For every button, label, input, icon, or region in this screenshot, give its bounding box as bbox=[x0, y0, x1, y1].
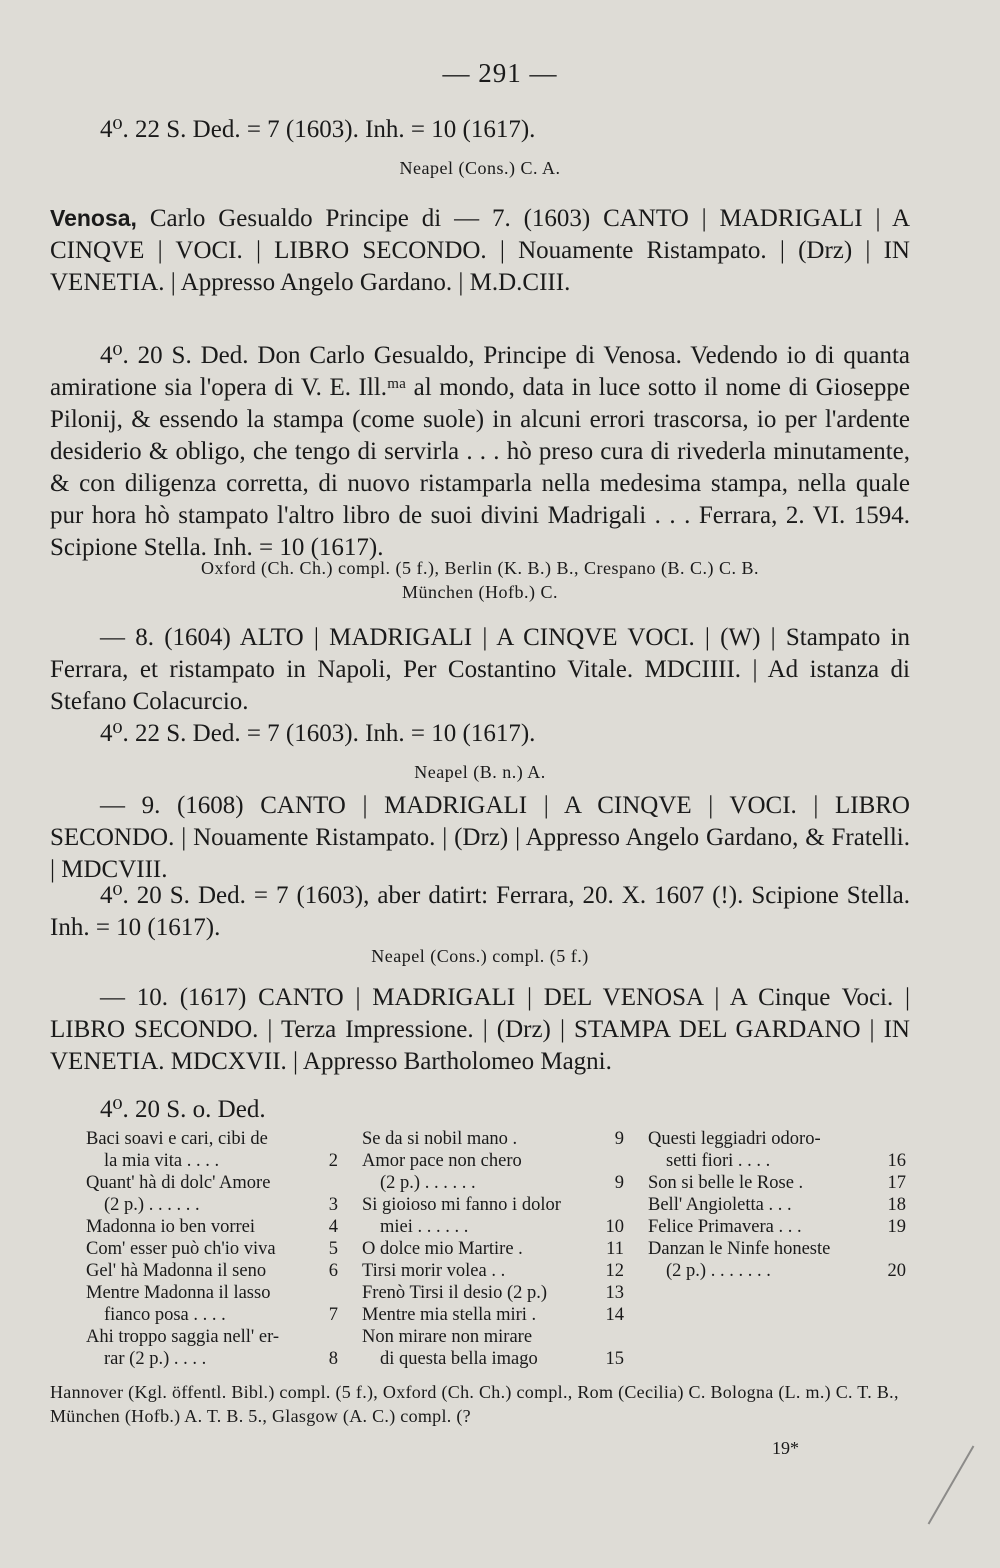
contents-entry-title: Amor pace non chero bbox=[362, 1151, 522, 1171]
contents-entry-number bbox=[334, 1282, 338, 1304]
entry-7-source-line-2: München (Hofb.) C. bbox=[402, 582, 558, 602]
contents-entry-title: Mentre mia stella miri . bbox=[362, 1305, 537, 1325]
contents-entry-title: fianco posa . . . . bbox=[104, 1305, 226, 1325]
contents-entry-title: Quant' hà di dolc' Amore bbox=[86, 1173, 271, 1193]
entry-7-dedication: 4⁰. 20 S. Ded. Don Carlo Gesualdo, Principe di Venosa. Vedendo io di quanta amiratione sia l'opera di V. E. Ill.ᵐᵃ al mondo, data in luce sotto il nome di Gioseppe Pilonij, & essendo la stampa (come suole) in alcuni errori trascorsa, io per l'ardente desiderio & obligo, che tengo di servirla . . . hò preso cura di rivederla minutamente, & con diligenza corretta, di nuovo ristamparla nella medesima stampa, nella quale pur hora hò stampato l'altro libro de suoi divini Madrigali . . . Ferrara, 2. VI. 1594. Scipione Stella. Inh. = 10 (1617). bbox=[50, 342, 910, 561]
contents-table bbox=[86, 1128, 906, 1370]
contents-entry-number bbox=[334, 1172, 338, 1194]
contents-entry-number: 8 bbox=[328, 1349, 338, 1369]
entry-10-format: 4⁰. 20 S. o. Ded. bbox=[100, 1096, 266, 1123]
entry-8-title: — 8. (1604) ALTO | MADRIGALI | A CINQVE VOCI. | (W) | Stampato in Ferrara, et ristampato in Napoli, Per Costantino Vitale. MDCIIII. | Ad istanza di Stefano Colacurcio. bbox=[50, 624, 910, 715]
contents-entry-title: O dolce mio Martire . bbox=[362, 1239, 523, 1259]
contents-entry-title: Felice Primavera . . . bbox=[648, 1217, 802, 1237]
contents-entry bbox=[86, 1282, 338, 1304]
contents-entry-title: Bell' Angioletta . . . bbox=[648, 1195, 792, 1215]
contents-entry bbox=[362, 1238, 624, 1260]
contents-entry bbox=[86, 1216, 338, 1238]
contents-entry-number: 18 bbox=[887, 1195, 906, 1215]
contents-entry-number: 13 bbox=[605, 1283, 624, 1303]
entry-8-source: Neapel (B. n.) A. bbox=[414, 762, 546, 782]
contents-entry-title: Madonna io ben vorrei bbox=[86, 1217, 256, 1237]
entry-7-text: Carlo Gesualdo Principe di — 7. (1603) CANTO | MADRIGALI | A CINQVE | VOCI. | LIBRO SECONDO. | Nouamente Ristampato. | (Drz) | IN VENETIA. | Appresso Angelo Gardano. | M.D.CIII. bbox=[50, 205, 911, 296]
contents-entry-title: Ahi troppo saggia nell' er- bbox=[86, 1327, 280, 1347]
contents-entry-title: Danzan le Ninfe honeste bbox=[648, 1239, 831, 1259]
pencil-mark bbox=[928, 1446, 975, 1525]
contents-entry bbox=[362, 1348, 624, 1370]
entry-9-title: — 9. (1608) CANTO | MADRIGALI | A CINQVE | VOCI. | LIBRO SECONDO. | Nouamente Ristampato. | (Drz) | Appresso Angelo Gardano, & Fratelli. | MDCVIII. bbox=[50, 792, 910, 883]
entry-10-source: Hannover (Kgl. öffentl. Bibl.) compl. (5 f.), Oxford (Ch. Ch.) compl., Rom (Cecilia) C. Bologna (L. m.) C. T. B., München (Hofb.) A. T. B. 5., Glasgow (A. C.) compl. (? bbox=[50, 1382, 899, 1426]
contents-entry-title: (2 p.) . . . . . . bbox=[104, 1195, 200, 1215]
contents-entry bbox=[86, 1348, 338, 1370]
contents-entry bbox=[86, 1128, 338, 1150]
entry-9-format: 4⁰. 20 S. Ded. = 7 (1603), aber datirt: Ferrara, 20. X. 1607 (!). Scipione Stella. Inh. = 10 (1617). bbox=[50, 882, 910, 941]
contents-entry-number: 20 bbox=[887, 1261, 906, 1281]
contents-entry-title: Tirsi morir volea . . bbox=[362, 1261, 506, 1281]
entry-10-title: — 10. (1617) CANTO | MADRIGALI | DEL VENOSA | A Cinque Voci. | LIBRO SECONDO. | Terza Impressione. | (Drz) | STAMPA DEL GARDANO | IN VENETIA. MDCXVII. | Appresso Bartholomeo Magni. bbox=[50, 984, 910, 1075]
contents-entry bbox=[648, 1260, 906, 1282]
contents-entry-title: Frenò Tirsi il desio (2 p.) bbox=[362, 1283, 548, 1303]
contents-entry-number: 10 bbox=[605, 1217, 624, 1237]
page-number: — 291 — bbox=[442, 58, 558, 88]
contents-entry-number: 9 bbox=[614, 1129, 624, 1149]
contents-entry bbox=[86, 1326, 338, 1348]
contents-entry-title: Questi leggiadri odoro- bbox=[648, 1129, 821, 1149]
contents-entry-title: rar (2 p.) . . . . bbox=[104, 1349, 207, 1369]
entry-8-format: 4⁰. 22 S. Ded. = 7 (1603). Inh. = 10 (1617). bbox=[100, 720, 536, 747]
contents-entry bbox=[362, 1260, 624, 1282]
contents-entry bbox=[362, 1128, 624, 1150]
contents-entry-title: (2 p.) . . . . . . bbox=[380, 1173, 476, 1193]
contents-entry-title: la mia vita . . . . bbox=[104, 1151, 220, 1171]
contents-column-2 bbox=[362, 1128, 624, 1370]
contents-entry-number: 15 bbox=[605, 1349, 624, 1369]
contents-entry bbox=[648, 1216, 906, 1238]
entry-9-source: Neapel (Cons.) compl. (5 f.) bbox=[371, 946, 589, 966]
contents-entry bbox=[362, 1194, 624, 1216]
contents-entry bbox=[648, 1238, 906, 1260]
signature-mark: 19* bbox=[772, 1438, 799, 1458]
contents-entry-number: 16 bbox=[887, 1151, 906, 1171]
contents-entry-number: 11 bbox=[606, 1239, 624, 1259]
contents-entry-number: 3 bbox=[328, 1195, 338, 1215]
contents-entry-title: Son si belle le Rose . bbox=[648, 1173, 804, 1193]
contents-entry-number bbox=[902, 1128, 906, 1150]
contents-entry-number bbox=[334, 1326, 338, 1348]
contents-entry bbox=[362, 1216, 624, 1238]
contents-entry-number: 5 bbox=[328, 1239, 338, 1259]
contents-entry-title: Se da si nobil mano . bbox=[362, 1129, 518, 1149]
contents-entry bbox=[362, 1150, 624, 1172]
contents-entry bbox=[86, 1194, 338, 1216]
contents-entry bbox=[648, 1172, 906, 1194]
contents-entry-title: Com' esser può ch'io viva bbox=[86, 1239, 276, 1259]
contents-entry-title: Non mirare non mirare bbox=[362, 1327, 533, 1347]
entry-6-format: 4⁰. 22 S. Ded. = 7 (1603). Inh. = 10 (1617). bbox=[100, 116, 536, 143]
contents-entry-title: miei . . . . . . bbox=[380, 1217, 469, 1237]
entry-7-title bbox=[50, 202, 910, 299]
contents-entry-title: di questa bella imago bbox=[380, 1349, 538, 1369]
contents-column-3 bbox=[648, 1128, 906, 1370]
contents-entry bbox=[362, 1282, 624, 1304]
contents-entry-title: setti fiori . . . . bbox=[666, 1151, 771, 1171]
contents-entry-number bbox=[620, 1150, 624, 1172]
entry-6-source: Neapel (Cons.) C. A. bbox=[399, 158, 561, 178]
composer-name: Venosa, bbox=[50, 205, 137, 231]
contents-entry bbox=[648, 1128, 906, 1150]
contents-column-1 bbox=[86, 1128, 338, 1370]
contents-entry-number bbox=[620, 1194, 624, 1216]
contents-entry-number: 14 bbox=[605, 1305, 624, 1325]
entry-7-source-line-1: Oxford (Ch. Ch.) compl. (5 f.), Berlin (K. B.) B., Crespano (B. C.) C. B. bbox=[201, 558, 759, 578]
contents-entry-number: 12 bbox=[605, 1261, 624, 1281]
contents-entry bbox=[86, 1150, 338, 1172]
contents-entry bbox=[86, 1172, 338, 1194]
contents-entry-number: 7 bbox=[328, 1305, 338, 1325]
contents-entry bbox=[362, 1326, 624, 1348]
contents-entry-title: Gel' hà Madonna il seno bbox=[86, 1261, 267, 1281]
contents-entry-title: Baci soavi e cari, cibi de bbox=[86, 1129, 268, 1149]
contents-entry-number: 6 bbox=[328, 1261, 338, 1281]
contents-entry-title: Mentre Madonna il lasso bbox=[86, 1283, 271, 1303]
contents-entry bbox=[648, 1150, 906, 1172]
contents-entry bbox=[86, 1304, 338, 1326]
contents-entry bbox=[362, 1304, 624, 1326]
contents-entry-title: Si gioioso mi fanno i dolor bbox=[362, 1195, 561, 1215]
contents-entry-number bbox=[620, 1326, 624, 1348]
contents-entry-number: 17 bbox=[887, 1173, 906, 1193]
contents-entry bbox=[362, 1172, 624, 1194]
contents-entry bbox=[648, 1194, 906, 1216]
contents-entry-number: 2 bbox=[328, 1151, 338, 1171]
contents-entry-number bbox=[334, 1128, 338, 1150]
contents-entry-number: 9 bbox=[614, 1173, 624, 1193]
contents-entry-number: 4 bbox=[328, 1217, 338, 1237]
contents-entry bbox=[86, 1260, 338, 1282]
contents-entry-title: (2 p.) . . . . . . . bbox=[666, 1261, 771, 1281]
contents-entry bbox=[86, 1238, 338, 1260]
contents-entry-number bbox=[902, 1238, 906, 1260]
contents-entry-number: 19 bbox=[887, 1217, 906, 1237]
